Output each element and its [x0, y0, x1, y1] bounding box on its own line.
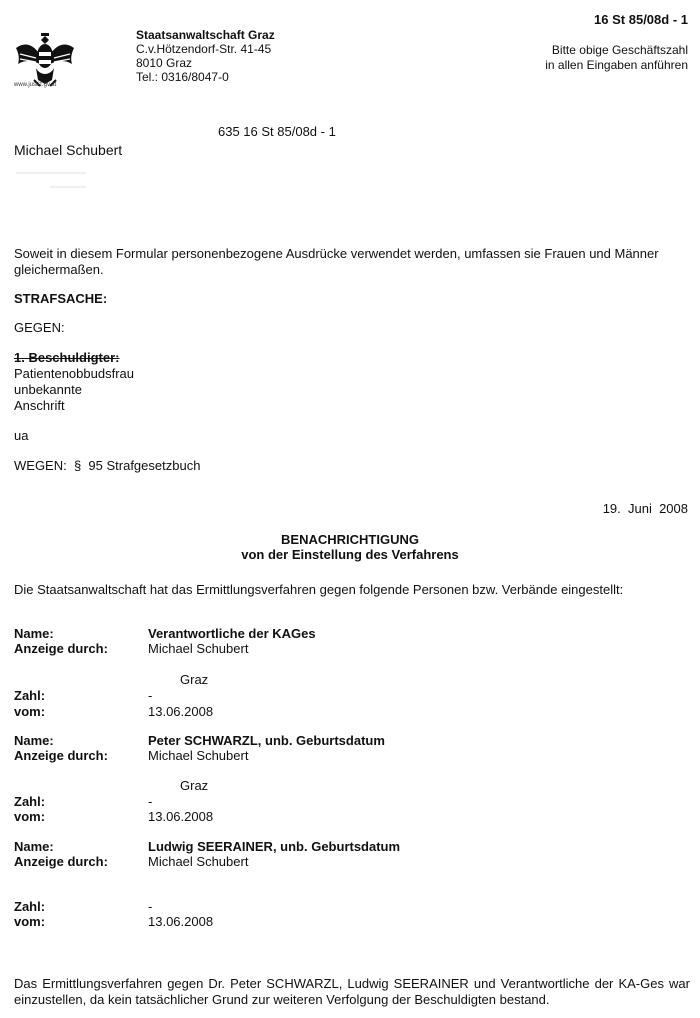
file-number: 635 16 St 85/08d - 1 [218, 124, 336, 139]
person-address: Graz [180, 672, 209, 687]
name-label: Name: [14, 839, 54, 854]
reference-hint [545, 43, 688, 72]
hint-line-2: in allen Eingaben anführen [545, 57, 688, 72]
office-street: C.v.Hötzendorf-Str. 41-45 [136, 42, 272, 56]
person-name: Ludwig SEERAINER, unb. Geburtsdatum [148, 839, 401, 854]
accused-line: Anschrift [14, 398, 65, 413]
reported-by-label: Anzeige durch: [14, 854, 108, 869]
notice-title: BENACHRICHTIGUNG [281, 532, 419, 547]
number-label: Zahl: [14, 794, 46, 809]
name-label: Name: [14, 626, 54, 641]
person-date: 13.06.2008 [148, 809, 214, 824]
office-phone: Tel.: 0316/8047-0 [136, 70, 229, 84]
person-date: 13.06.2008 [148, 704, 214, 719]
office-city: 8010 Graz [136, 56, 193, 70]
notice-heading [0, 532, 700, 562]
number-label: Zahl: [14, 688, 46, 703]
person-reported-by: Michael Schubert [148, 641, 249, 656]
against-label: GEGEN: [14, 320, 65, 335]
notice-intro: Die Staatsanwaltschaft hat das Ermittlungsverfahren gegen folgende Personen bzw. Verbände eingestellt: [14, 582, 624, 597]
redacted-address [50, 186, 86, 188]
accused-line: Patientenobbudsfrau [14, 366, 134, 381]
office-name: Staatsanwaltschaft Graz [136, 28, 275, 42]
case-reference: 16 St 85/08d - 1 [594, 12, 688, 27]
logo-url: www.justiz.gv.at [14, 82, 57, 88]
person-address: Graz [180, 778, 209, 793]
person-name: Peter SCHWARZL, unb. Geburtsdatum [148, 733, 385, 748]
gender-note: Soweit in diesem Formular personenbezogene Ausdrücke verwendet werden, umfassen sie Frauen und Männer gleichermaßen. [14, 246, 659, 277]
name-label: Name: [14, 733, 54, 748]
from-label: vom: [14, 914, 46, 929]
hint-line-1: Bitte obige Geschäftszahl [551, 43, 688, 57]
from-label: vom: [14, 704, 46, 719]
conclusion-text: Das Ermittlungsverfahren gegen Dr. Peter SCHWARZL, Ludwig SEERAINER und Verantwortliche der KA-Ges war einzustellen, da kein tatsächlicher Grund zur weiteren Verfolgung der Beschuldigten bestand. [14, 976, 690, 1007]
accused-line: unbekannte [14, 382, 82, 397]
person-number: - [148, 794, 153, 809]
number-label: Zahl: [14, 899, 46, 914]
redacted-address [16, 172, 86, 174]
case-title: STRAFSACHE: [14, 291, 108, 306]
letter-date: 19. Juni 2008 [602, 501, 688, 516]
ua-label: ua [14, 428, 29, 443]
person-reported-by: Michael Schubert [148, 748, 249, 763]
recipient-name: Michael Schubert [14, 142, 123, 158]
reported-by-label: Anzeige durch: [14, 748, 108, 763]
person-reported-by: Michael Schubert [148, 854, 249, 869]
accused-label: 1. Beschuldigter: [14, 350, 120, 365]
office-address [136, 28, 275, 84]
person-date: 13.06.2008 [148, 914, 214, 929]
person-number: - [148, 899, 153, 914]
person-number: - [148, 688, 153, 703]
from-label: vom: [14, 809, 46, 824]
reported-by-label: Anzeige durch: [14, 641, 108, 656]
notice-subtitle: von der Einstellung des Verfahrens [241, 547, 459, 562]
person-name: Verantwortliche der KAGes [148, 626, 316, 641]
because-line: WEGEN: § 95 Strafgesetzbuch [14, 458, 201, 473]
